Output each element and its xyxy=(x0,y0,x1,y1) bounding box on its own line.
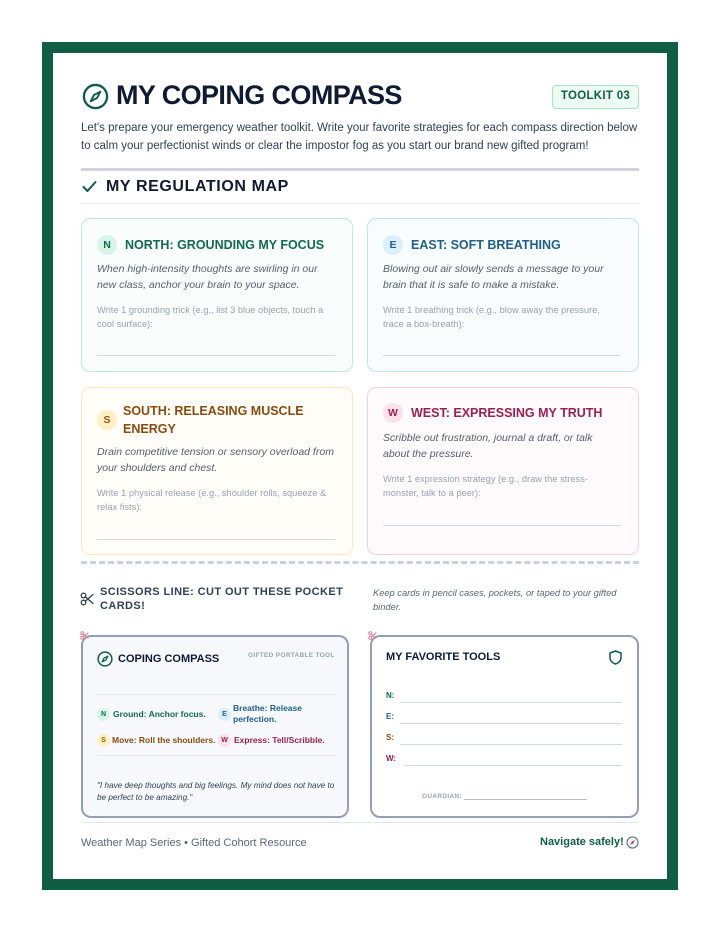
footer-tagline: Navigate safely! xyxy=(540,836,624,848)
pocket-east-text: Breathe: Release perfection. xyxy=(233,703,302,724)
west-letter-badge: W xyxy=(383,403,403,423)
footer-divider xyxy=(81,822,639,823)
pocket-card-tag: GIFTED PORTABLE TOOL xyxy=(248,652,335,659)
west-write-line[interactable] xyxy=(383,525,621,526)
west-card-description: Scribble out frustration, journal a draft, or talk about the pressure. xyxy=(383,432,593,460)
cut-instruction-title: SCISSORS LINE: CUT OUT THESE POCKET CARDS! xyxy=(100,586,344,612)
pocket-south-text: Move: Roll the shoulders. xyxy=(112,735,216,745)
east-write-line[interactable] xyxy=(383,355,621,356)
cut-instruction-note: Keep cards in pencil cases, pockets, or taped to your gifted binder. xyxy=(373,588,617,612)
favorites-card-title: MY FAVORITE TOOLS xyxy=(386,651,501,663)
north-card-title: NORTH: GROUNDING MY FOCUS xyxy=(125,238,325,252)
south-card-prompt: Write 1 physical release (e.g., shoulder rolls, squeeze & relax fists): xyxy=(97,488,327,512)
north-letter-badge: N xyxy=(97,235,117,255)
pocket-card-divider xyxy=(97,755,335,756)
checkmark-icon xyxy=(82,180,97,193)
dashed-cut-line xyxy=(81,561,639,564)
section-title: MY REGULATION MAP xyxy=(106,178,289,195)
east-card-title: EAST: SOFT BREATHING xyxy=(411,238,561,252)
north-write-line[interactable] xyxy=(97,355,335,356)
pocket-card-title: COPING COMPASS xyxy=(118,653,220,665)
intro-text: Let's prepare your emergency weather toolkit. Write your favorite strategies for each compass direction below to calm your perfectionist winds or clear the impostor fog as you start our brand new gifted program! xyxy=(81,122,638,152)
toolkit-badge: TOOLKIT 03 xyxy=(552,85,639,109)
pocket-east-letter: E xyxy=(218,708,231,721)
favorites-line-west[interactable] xyxy=(404,765,622,766)
compass-icon xyxy=(97,651,113,667)
east-card-description: Blowing out air slowly sends a message to your brain that it is safe to make a mistake. xyxy=(383,263,604,291)
pocket-north-text: Ground: Anchor focus. xyxy=(113,709,206,719)
favorites-label-north: N: xyxy=(386,691,395,700)
pocket-north-letter: N xyxy=(97,708,110,721)
favorites-label-east: E: xyxy=(386,712,394,721)
north-card-prompt: Write 1 grounding trick (e.g., list 3 blue objects, touch a cool surface): xyxy=(97,305,324,329)
favorites-line-south[interactable] xyxy=(400,744,622,745)
north-card-description: When high-intensity thoughts are swirling in our new class, anchor your brain to your space. xyxy=(97,263,318,291)
pocket-card-divider xyxy=(97,694,335,695)
east-card-prompt: Write 1 breathing trick (e.g., blow away the pressure, trace a box-breath): xyxy=(383,305,600,329)
scissors-icon xyxy=(80,631,89,640)
scissors-icon xyxy=(368,631,377,640)
favorites-line-north[interactable] xyxy=(400,702,622,703)
section-divider xyxy=(81,203,639,204)
west-card-prompt: Write 1 expression strategy (e.g., draw the stress-monster, talk to a peer): xyxy=(383,474,588,498)
guardian-label: GUARDIAN: xyxy=(422,793,462,800)
pocket-west-text: Express: Tell/Scribble. xyxy=(234,735,325,745)
south-card-description: Drain competitive tension or sensory overload from your shoulders and chest. xyxy=(97,446,334,474)
scissors-icon xyxy=(80,592,94,606)
pocket-card-quote: "I have deep thoughts and big feelings. My mind does not have to be perfect to be amazing." xyxy=(97,781,335,802)
compass-icon xyxy=(82,83,109,110)
favorites-line-east[interactable] xyxy=(400,723,622,724)
pocket-west-letter: W xyxy=(218,734,231,747)
south-card-title: SOUTH: RELEASING MUSCLE ENERGY xyxy=(123,404,304,436)
east-letter-badge: E xyxy=(383,235,403,255)
south-write-line[interactable] xyxy=(97,539,335,540)
west-card-title: WEST: EXPRESSING MY TRUTH xyxy=(411,406,603,420)
favorites-label-south: S: xyxy=(386,733,394,742)
page-title: MY COPING COMPASS xyxy=(116,80,402,110)
guardian-signature-line[interactable] xyxy=(464,799,587,800)
compass-emoji-icon xyxy=(626,836,639,849)
favorites-label-west: W: xyxy=(386,754,397,763)
south-letter-badge: S xyxy=(97,410,117,430)
shield-icon xyxy=(609,650,622,665)
pocket-south-letter: S xyxy=(97,734,110,747)
header-divider xyxy=(81,168,639,171)
footer-series-text: Weather Map Series • Gifted Cohort Resource xyxy=(81,837,307,849)
